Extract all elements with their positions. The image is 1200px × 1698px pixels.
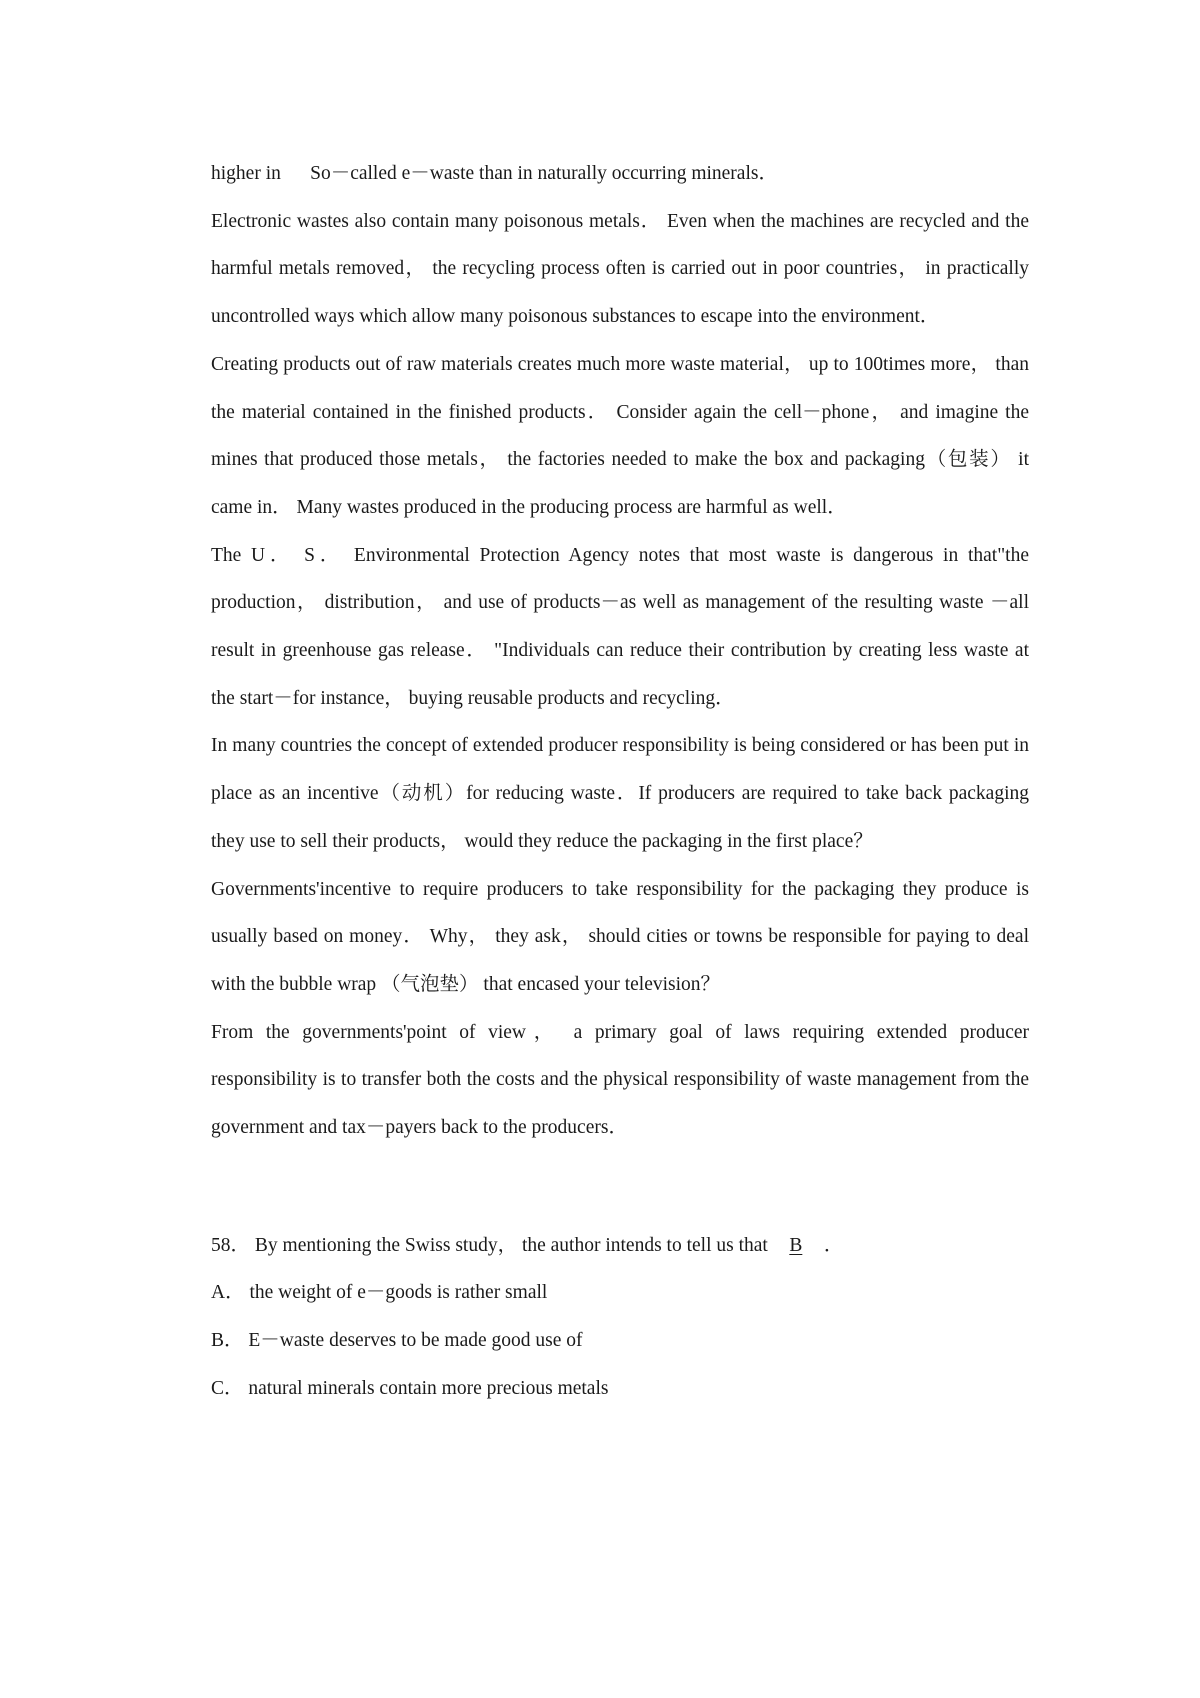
option-a: A． the weight of e－goods is rather small xyxy=(211,1282,548,1304)
question-number: 58． xyxy=(211,1234,251,1256)
passage-paragraph-7: From the governments'point of view， a primary goal of laws requiring extended producer responsibility is to transfer both the costs and the physical responsibility of waste management from the government and tax－payers back to the producers． xyxy=(211,1021,1029,1139)
question-stem: By mentioning the Swiss study， the author intends to tell us that xyxy=(254,1234,768,1256)
question-58 xyxy=(211,1222,1029,1270)
passage-paragraph-1: higher in So－called e－waste than in naturally occurring minerals． xyxy=(211,163,778,184)
passage-paragraph-3: Creating products out of raw materials creates much more waste material， up to 100times more， than the material contained in the finished products． Consider again the cell－phone， and imagine the mines that produced those metals， the factories needed to make the box and packaging（包装） it came in． Many wastes produced in the producing process are harmful as well． xyxy=(211,353,1029,518)
passage-paragraph-4: The U． S． Environmental Protection Agency notes that most waste is dangerous in that"the production， distribution， and use of products－as well as management of the resulting waste －all result in greenhouse gas release． "Individuals can reduce their contribution by creating less waste at the start－for instance， buying reusable products and recycling． xyxy=(211,544,1029,709)
document-page xyxy=(211,150,1029,1413)
option-c: C． natural minerals contain more precious metals xyxy=(211,1377,609,1399)
passage-paragraph-5: In many countries the concept of extended producer responsibility is being considered or has been put in place as an incentive（动机）for reducing waste．If producers are required to take back packaging they use to sell their products， would they reduce the packaging in the first place？ xyxy=(211,735,1029,852)
option-b: B． E－waste deserves to be made good use of xyxy=(211,1330,583,1352)
passage-paragraph-6: Governments'incentive to require producers to take responsibility for the packaging they produce is usually based on money． Why， they ask， should cities or towns be responsible for paying to deal with the bubble wrap （气泡垫） that encased your television？ xyxy=(211,878,1029,995)
question-end: ． xyxy=(823,1234,844,1256)
passage-paragraph-2: Electronic wastes also contain many poisonous metals． Even when the machines are recycled and the harmful metals removed， the recycling process often is carried out in poor countries， in practically uncontrolled ways which allow many poisonous substances to escape into the environment． xyxy=(211,210,1029,328)
answer-blank: B xyxy=(789,1234,803,1256)
section-spacer xyxy=(211,1152,1029,1222)
